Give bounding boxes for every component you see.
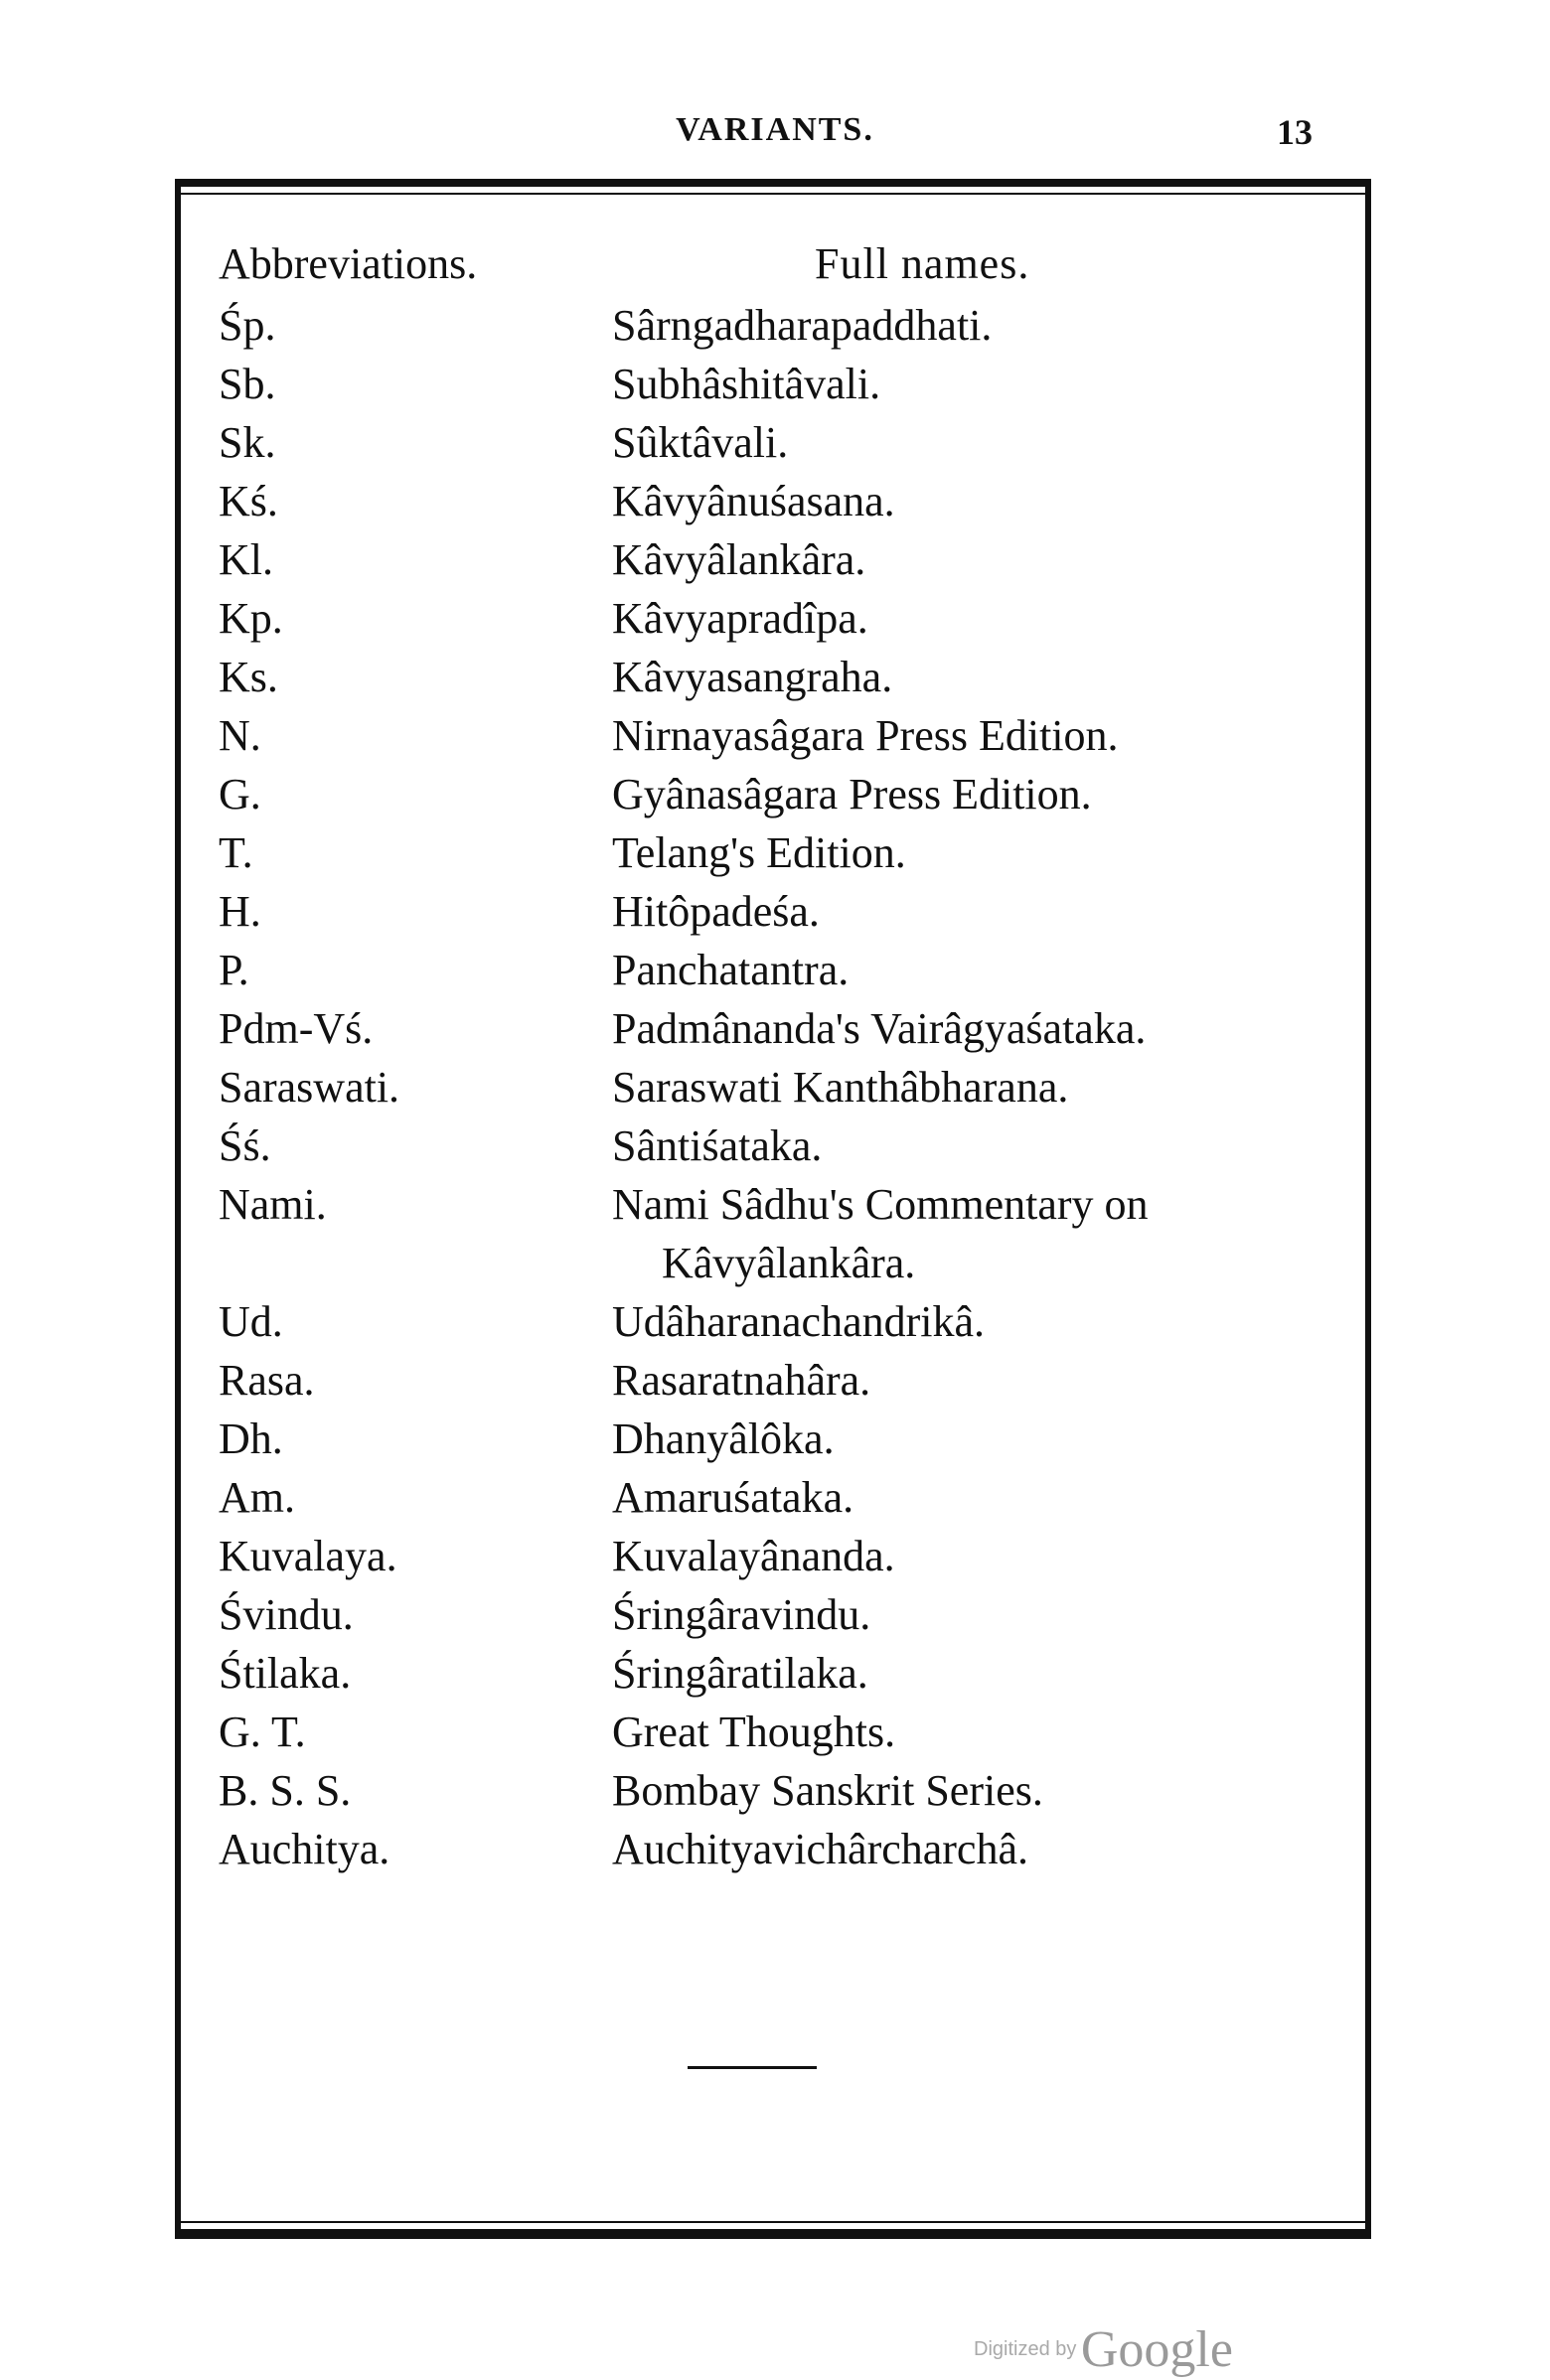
full-name-cell: Kâvyânuśasana. — [612, 477, 895, 525]
full-name-cell: Telang's Edition. — [612, 828, 906, 877]
full-name-cell: Śringâravindu. — [612, 1590, 871, 1639]
full-name-cell: Bombay Sanskrit Series. — [612, 1766, 1043, 1815]
full-name-continuation: Kâvyâlankâra. — [662, 1239, 916, 1287]
abbreviation-cell: Sk. — [219, 418, 276, 467]
full-name-cell: Kâvyasangraha. — [612, 653, 893, 701]
abbreviation-cell: Kś. — [219, 477, 278, 525]
full-name-cell: Kâvyapradîpa. — [612, 594, 868, 643]
abbreviation-cell: Nami. — [219, 1180, 327, 1229]
abbreviation-cell: P. — [219, 946, 249, 994]
abbreviation-cell: H. — [219, 887, 261, 936]
top-rule-thin — [175, 193, 1371, 195]
table-row — [0, 413, 1550, 472]
full-name-cell: Panchatantra. — [612, 946, 850, 994]
full-name-cell: Sûktâvali. — [612, 418, 789, 467]
table-row — [0, 1820, 1550, 1878]
abbreviation-cell: Śp. — [219, 301, 276, 350]
abbreviation-cell: Am. — [219, 1473, 295, 1522]
full-name-cell: Kâvyâlankâra. — [612, 535, 866, 584]
table-row — [0, 1527, 1550, 1585]
full-name-cell: Subhâshitâvali. — [612, 360, 881, 408]
table-row — [0, 706, 1550, 765]
abbreviation-cell: Dh. — [219, 1414, 283, 1463]
abbreviation-cell: Saraswati. — [219, 1063, 400, 1112]
abbreviation-cell: G. — [219, 770, 261, 818]
table-header — [0, 238, 1550, 292]
table-row — [0, 1761, 1550, 1820]
full-name-cell: Auchityavichârcharchâ. — [612, 1825, 1028, 1873]
full-name-cell: Saraswati Kanthâbharana. — [612, 1063, 1069, 1112]
running-title: VARIANTS. — [676, 111, 874, 148]
abbreviation-cell: Pdm-Vś. — [219, 1004, 374, 1053]
table-row — [0, 1703, 1550, 1761]
table-row — [0, 1468, 1550, 1527]
full-name-cell: Śringâratilaka. — [612, 1649, 868, 1698]
table-row — [0, 1644, 1550, 1703]
table-row — [0, 1410, 1550, 1468]
abbreviation-cell: N. — [219, 711, 261, 760]
table-row — [0, 823, 1550, 882]
table-row — [0, 941, 1550, 999]
digitized-watermark — [974, 2320, 1331, 2380]
abbreviation-cell: Auchitya. — [219, 1825, 390, 1873]
table-row — [0, 882, 1550, 941]
table-row — [0, 296, 1550, 355]
table-row — [0, 1175, 1550, 1292]
full-name-cell: Amaruśataka. — [612, 1473, 854, 1522]
abbreviations-header: Abbreviations. — [219, 239, 478, 288]
table-row — [0, 999, 1550, 1058]
abbreviation-cell: Śś. — [219, 1121, 271, 1170]
bottom-rule — [175, 2229, 1371, 2239]
table-body — [0, 296, 1550, 1878]
table-row — [0, 472, 1550, 530]
full-name-cell: Great Thoughts. — [612, 1708, 896, 1756]
full-name-cell: Sârngadharapaddhati. — [612, 301, 993, 350]
full-name-cell: Udâharanachandrikâ. — [612, 1297, 986, 1346]
full-name-cell: Rasaratnahâra. — [612, 1356, 871, 1405]
table-row — [0, 1585, 1550, 1644]
top-rule — [175, 179, 1371, 187]
abbreviation-cell: B. S. S. — [219, 1766, 352, 1815]
abbreviation-cell: T. — [219, 828, 253, 877]
google-logo: Google — [1080, 2321, 1233, 2378]
full-name-cell: Kuvalayânanda. — [612, 1532, 895, 1580]
full-name-cell: Dhanyâlôka. — [612, 1414, 835, 1463]
abbreviation-cell: G. T. — [219, 1708, 306, 1756]
abbreviation-cell: Rasa. — [219, 1356, 315, 1405]
abbreviation-cell: Kp. — [219, 594, 283, 643]
table-row — [0, 1116, 1550, 1175]
abbreviation-cell: Sb. — [219, 360, 276, 408]
bottom-rule-thin — [175, 2221, 1371, 2223]
running-head — [0, 111, 1550, 161]
full-name-cell: Padmânanda's Vairâgyaśataka. — [612, 1004, 1147, 1053]
table-row — [0, 648, 1550, 706]
table-row — [0, 1292, 1550, 1351]
table-row — [0, 589, 1550, 648]
abbreviation-cell: Śvindu. — [219, 1590, 354, 1639]
closing-rule — [688, 2066, 817, 2069]
table-row — [0, 765, 1550, 823]
table-row — [0, 355, 1550, 413]
full-name-cell: Gyânasâgara Press Edition. — [612, 770, 1092, 818]
page-number: 13 — [1277, 112, 1313, 152]
watermark-prefix: Digitized by — [974, 2338, 1077, 2360]
full-name-cell: Hitôpadeśa. — [612, 887, 820, 936]
full-name-cell: Sântiśataka. — [612, 1121, 823, 1170]
abbreviation-cell: Śtilaka. — [219, 1649, 352, 1698]
table-row — [0, 1058, 1550, 1116]
abbreviation-cell: Ks. — [219, 653, 278, 701]
abbreviation-cell: Kuvalaya. — [219, 1532, 397, 1580]
abbreviation-cell: Kl. — [219, 535, 273, 584]
table-row — [0, 530, 1550, 589]
full-names-header: Full names. — [815, 239, 1030, 288]
full-name-cell: Nirnayasâgara Press Edition. — [612, 711, 1119, 760]
table-row — [0, 1351, 1550, 1410]
abbreviation-cell: Ud. — [219, 1297, 283, 1346]
full-name-cell: Nami Sâdhu's Commentary on — [612, 1180, 1149, 1229]
